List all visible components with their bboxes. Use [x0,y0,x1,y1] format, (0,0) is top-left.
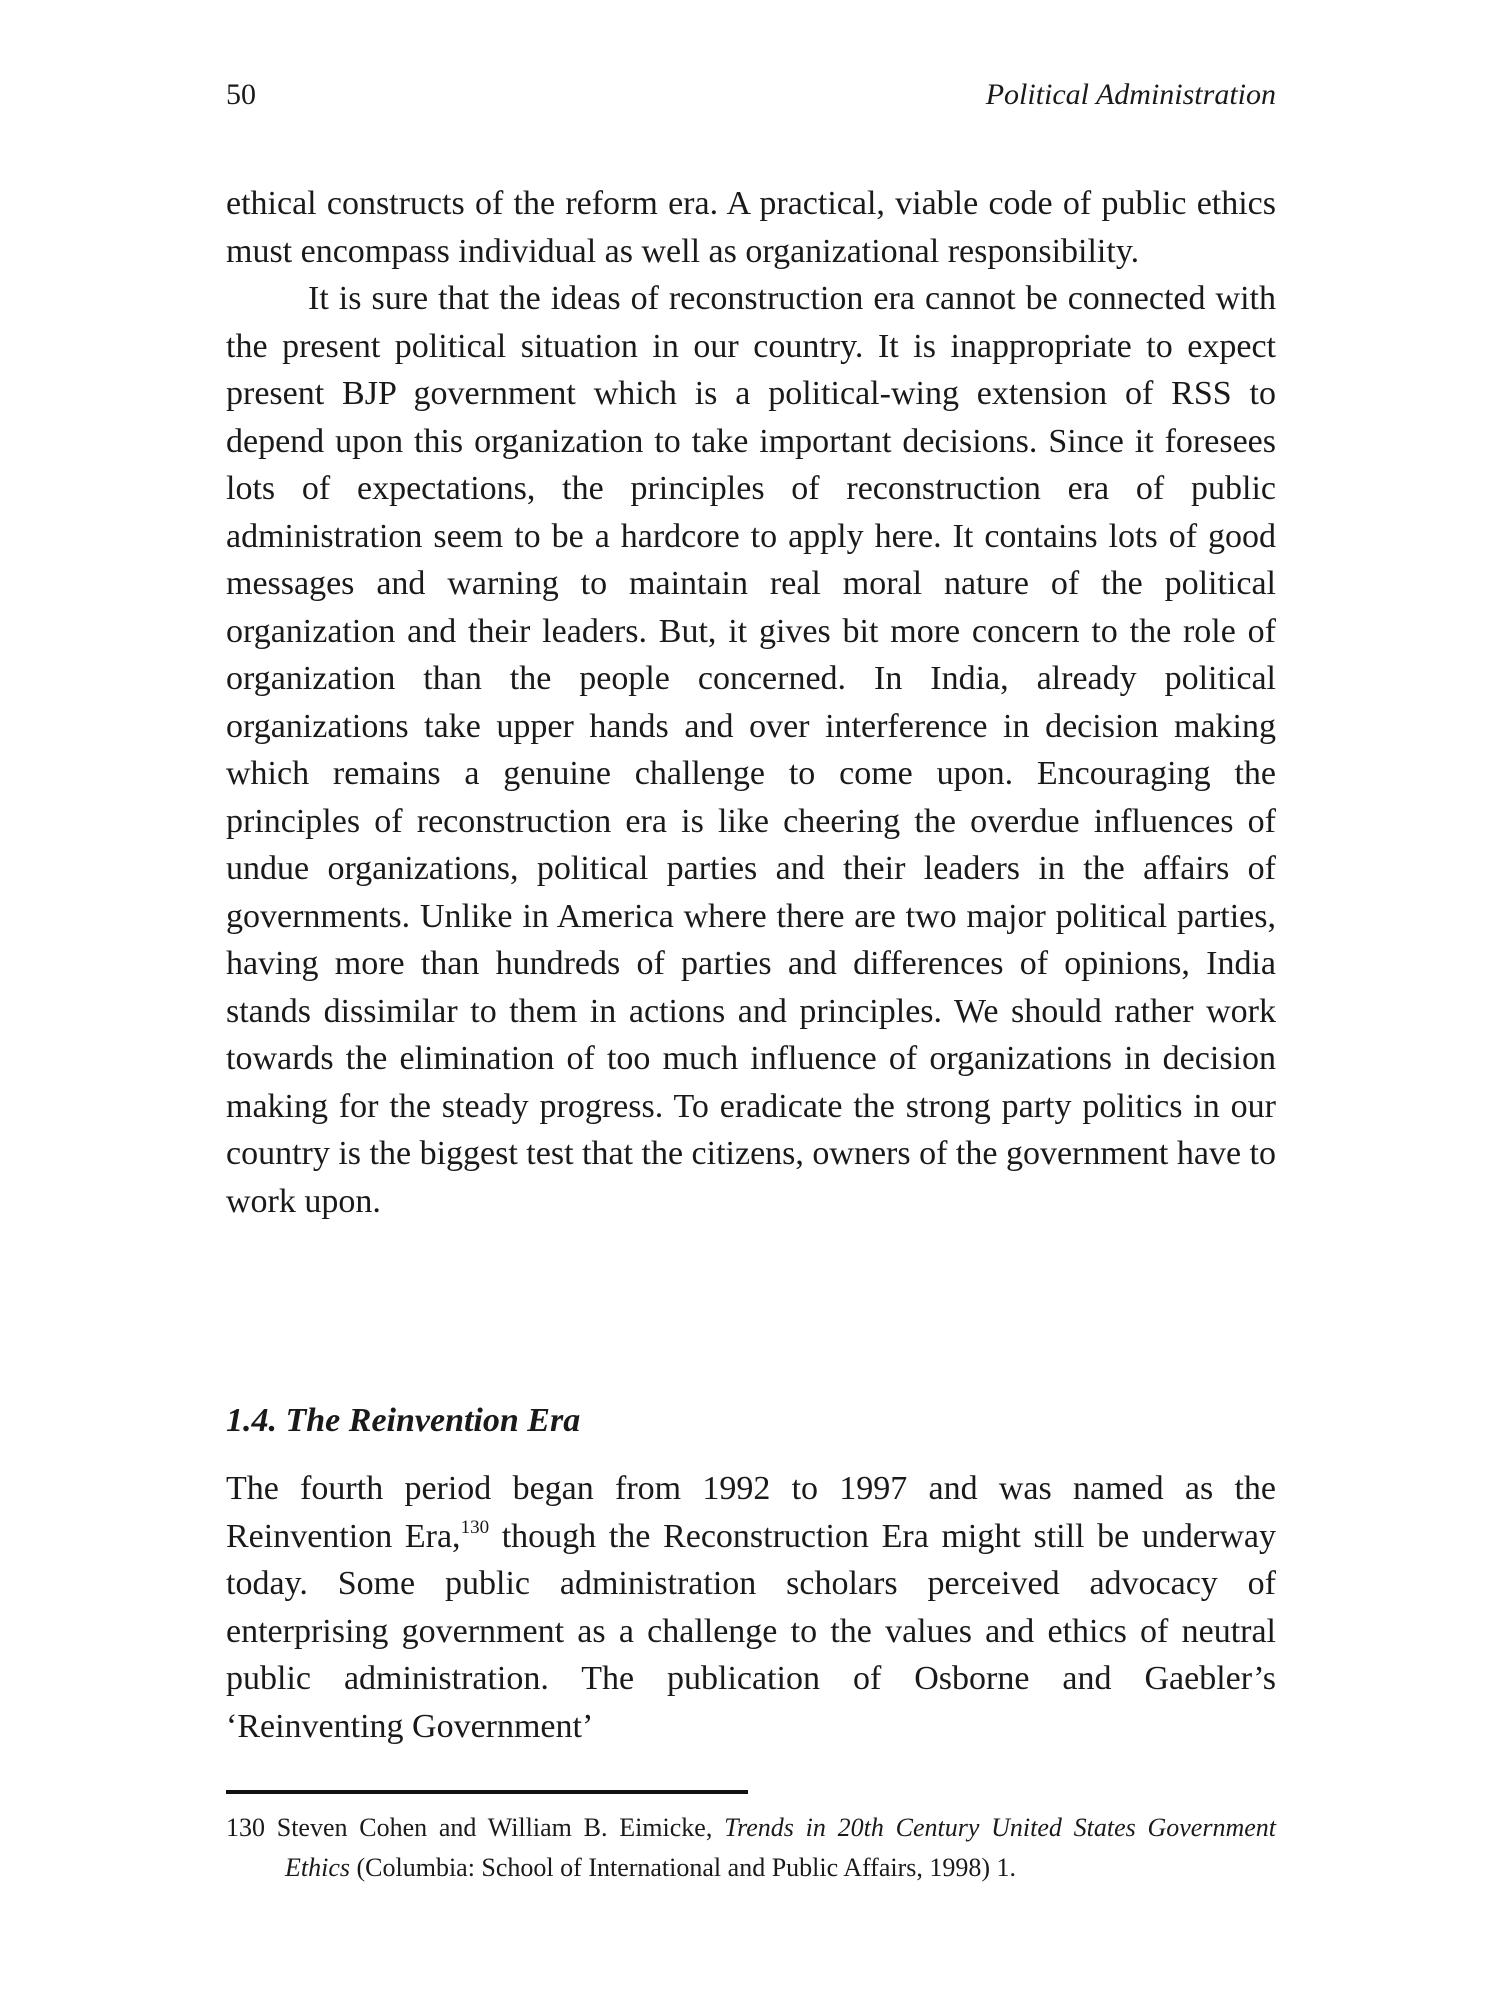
footnote-number: 130 [226,1813,265,1842]
footnote-authors: Steven Cohen and William B. Eimicke, [265,1813,725,1842]
section-paragraph [226,1465,1276,1750]
page-number: 50 [226,78,256,111]
body-text [226,180,1276,1225]
footnote [226,1808,1276,1888]
section-text-end: though the Reconstruction Era might still be underway today. Some public administration scholars perceived advocacy of enterprising government as a challenge to the values and ethics of neutral public administration. The publication of Osborne and Gaebler’s ‘Reinventing Government’ [226,1517,1276,1745]
footnote-publication: (Columbia: School of International and Public Affairs, 1998) 1. [350,1853,1017,1882]
running-title: Political Administration [985,78,1276,111]
footnote-reference[interactable]: 130 [460,1516,490,1538]
section-heading: 1.4. The Reinvention Era [226,1402,581,1439]
paragraph-reconstruction-critique: It is sure that the ideas of reconstruction era cannot be connected with the present political situation in our country. It is inappropriate to expect present BJP government which is a political-wing extension of RSS to depend upon this organization to take important decisions. Since it foresees lots of expectations, the principles of reconstruction era of public administration seem to be a hardcore to apply here. It contains lots of good messages and warning to maintain real moral nature of the political organization and their leaders. But, it gives bit more concern to the role of organization than the people concerned. In India, already political organizations take upper hands and over interference in decision making which remains a genuine challenge to come upon. Encouraging the principles of reconstruction era is like cheering the overdue influences of undue organizations, political parties and their leaders in the affairs of governments. Unlike in America where there are two major political parties, having more than hundreds of parties and differences of opinions, India stands dissimilar to them in actions and principles. We should rather work towards the elimination of too much influence of organizations in decision making for the steady progress. To eradicate the strong party politics in our country is the biggest test that the citizens, owners of the government have to work upon. [226,280,1276,1220]
footnote-title: Trends in 20th Century United States Government Ethics [285,1813,1276,1882]
running-head [226,78,1276,118]
footnote-divider [226,1790,748,1794]
section-text-start: The fourth period began from 1992 to 1997 and was named as the Reinvention Era, [226,1470,1276,1555]
paragraph-continuation: ethical constructs of the reform era. A practical, viable code of public ethics must encompass individual as well as organizational responsibility. [226,185,1276,270]
